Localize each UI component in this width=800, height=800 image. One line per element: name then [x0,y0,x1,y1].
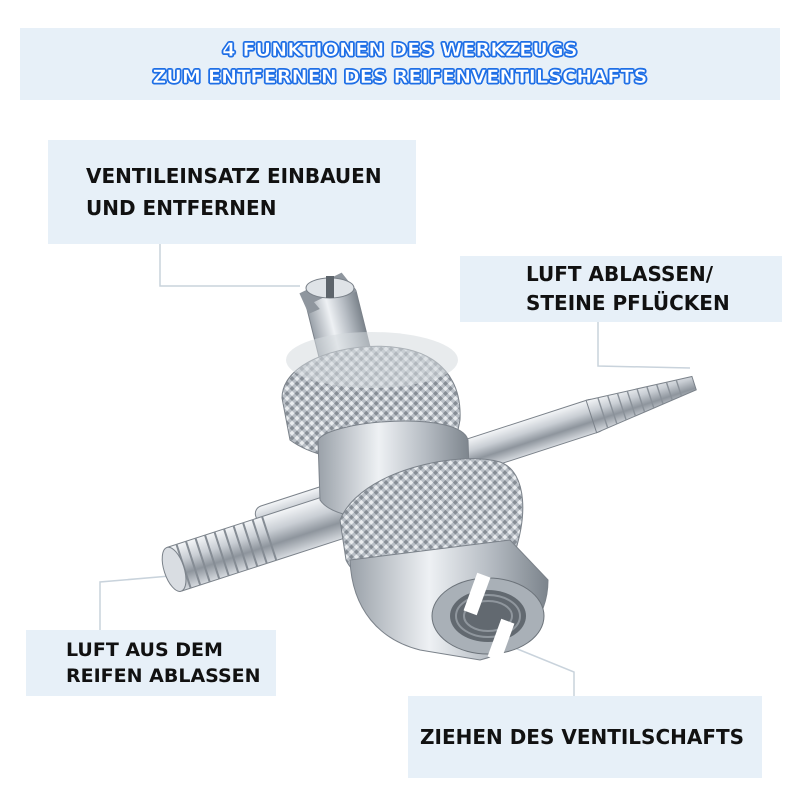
callout-text-line-1: VENTILEINSATZ EINBAUEN [86,164,382,188]
callout-text-line-1: ZIEHEN DES VENTILSCHAFTS [420,725,745,749]
title-line-2: ZUM ENTFERNEN DES REIFENVENTILSCHAFTS [152,66,648,88]
callout-text-line-1: LUFT AUS DEM [66,639,223,661]
callout-pull-valve-stem [408,696,762,778]
callout-text-line-2: STEINE PFLÜCKEN [526,291,730,315]
callout-text-line-2: REIFEN ABLASSEN [66,665,261,687]
title-line-1: 4 FUNKTIONEN DES WERKZEUGS [222,39,578,61]
callout-text-line-2: UND ENTFERNEN [86,196,277,220]
callout-text-line-1: LUFT ABLASSEN/ [526,262,714,286]
callout-deflate-tire [26,630,276,696]
slotted-nozzle [350,540,548,661]
